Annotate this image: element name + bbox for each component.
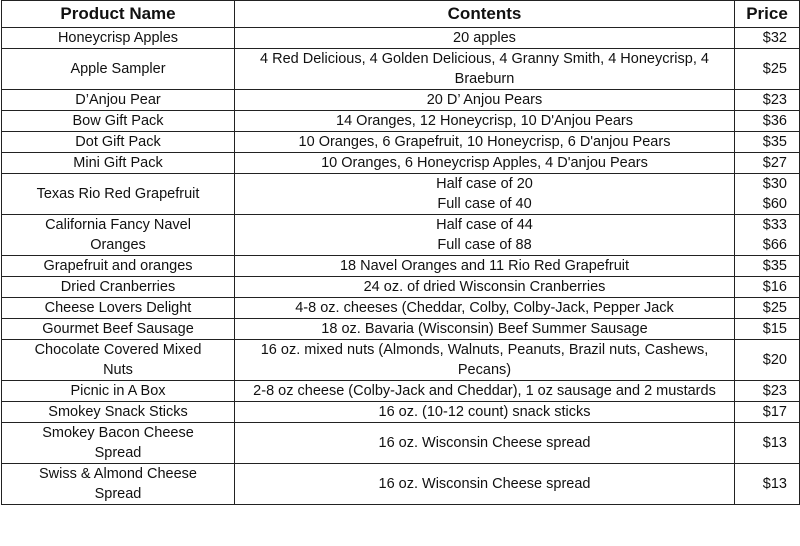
table-row xyxy=(2,28,800,49)
contents-cell xyxy=(235,402,735,423)
price-cell-text: $25 xyxy=(762,300,787,316)
contents-cell-text: 10 Oranges, 6 Honeycrisp Apples, 4 D'anjou Pears xyxy=(321,155,648,171)
table-row xyxy=(2,111,800,132)
table-row xyxy=(2,423,800,464)
table-body xyxy=(2,28,800,505)
price-cell-text: $20 xyxy=(762,352,787,368)
price-cell-text: $13 xyxy=(762,435,787,451)
contents-cell-text: Full case of 40 xyxy=(437,196,532,212)
product-name-cell xyxy=(2,319,235,340)
product-name-cell xyxy=(2,111,235,132)
table-row xyxy=(2,298,800,319)
contents-cell-text: 24 oz. of dried Wisconsin Cranberries xyxy=(363,279,606,295)
price-cell-text: $66 xyxy=(762,237,787,253)
product-name-cell-text: Grapefruit and oranges xyxy=(43,258,193,274)
product-name-cell xyxy=(2,277,235,298)
product-name-cell xyxy=(2,215,235,256)
contents-cell xyxy=(235,111,735,132)
contents-cell-text: 16 oz. Wisconsin Cheese spread xyxy=(378,476,591,492)
contents-cell-text: 18 oz. Bavaria (Wisconsin) Beef Summer Sausage xyxy=(321,321,648,337)
product-table xyxy=(1,0,800,505)
table-row xyxy=(2,215,800,256)
product-name-cell xyxy=(2,298,235,319)
price-cell-text: $17 xyxy=(762,404,787,420)
product-name-cell xyxy=(2,464,235,505)
product-name-cell xyxy=(2,90,235,111)
product-name-cell-text: Dried Cranberries xyxy=(60,279,176,295)
price-cell-text: $32 xyxy=(762,30,787,46)
header-product-name: Product Name xyxy=(2,1,235,28)
contents-cell xyxy=(235,298,735,319)
price-cell-text: $15 xyxy=(762,321,787,337)
product-name-cell-text: D’Anjou Pear xyxy=(75,92,161,108)
product-name-cell-text: Oranges xyxy=(90,237,146,253)
product-name-cell-text: Swiss & Almond Cheese xyxy=(39,466,197,482)
product-name-cell-text: Mini Gift Pack xyxy=(73,155,163,171)
price-cell xyxy=(735,153,800,174)
product-name-cell xyxy=(2,402,235,423)
contents-cell xyxy=(235,319,735,340)
contents-cell-text: 14 Oranges, 12 Honeycrisp, 10 D'Anjou Pears xyxy=(336,113,633,129)
product-name-cell xyxy=(2,381,235,402)
price-cell xyxy=(735,319,800,340)
product-name-cell xyxy=(2,153,235,174)
contents-cell-text: 16 oz. Wisconsin Cheese spread xyxy=(378,435,591,451)
product-name-cell xyxy=(2,28,235,49)
product-name-cell-text: Smokey Bacon Cheese xyxy=(42,425,194,441)
price-cell xyxy=(735,402,800,423)
table-row xyxy=(2,277,800,298)
contents-cell-text: Pecans) xyxy=(457,362,512,378)
price-cell xyxy=(735,49,800,90)
product-name-cell-text: Apple Sampler xyxy=(70,61,166,77)
product-name-cell xyxy=(2,174,235,215)
product-name-cell-text: California Fancy Navel xyxy=(45,217,191,233)
contents-cell xyxy=(235,153,735,174)
price-cell-text: $60 xyxy=(762,196,787,212)
header-contents: Contents xyxy=(235,1,735,28)
price-cell xyxy=(735,423,800,464)
contents-cell-text: 20 apples xyxy=(453,30,516,46)
table-row xyxy=(2,319,800,340)
price-cell-text: $35 xyxy=(762,258,787,274)
contents-cell-text: 10 Oranges, 6 Grapefruit, 10 Honeycrisp, 6 D'anjou Pears xyxy=(298,134,671,150)
contents-cell-text: 4-8 oz. cheeses (Cheddar, Colby, Colby-Jack, Pepper Jack xyxy=(295,300,674,316)
contents-cell-text: 4 Red Delicious, 4 Golden Delicious, 4 Granny Smith, 4 Honeycrisp, 4 xyxy=(260,51,709,67)
contents-cell-text: 16 oz. (10-12 count) snack sticks xyxy=(378,404,591,420)
contents-cell xyxy=(235,90,735,111)
contents-cell xyxy=(235,256,735,277)
price-cell xyxy=(735,381,800,402)
contents-cell-text: Full case of 88 xyxy=(437,237,532,253)
product-name-cell-text: Chocolate Covered Mixed xyxy=(34,342,202,358)
product-name-cell-text: Picnic in A Box xyxy=(70,383,166,399)
product-name-cell-text: Texas Rio Red Grapefruit xyxy=(36,186,200,202)
contents-cell xyxy=(235,28,735,49)
product-name-cell-text: Honeycrisp Apples xyxy=(57,30,179,46)
product-name-cell-text: Smokey Snack Sticks xyxy=(48,404,188,420)
contents-cell-text: Half case of 20 xyxy=(436,176,533,192)
product-name-cell-text: Dot Gift Pack xyxy=(75,134,161,150)
table-row xyxy=(2,132,800,153)
table-row xyxy=(2,381,800,402)
table-row xyxy=(2,464,800,505)
contents-cell-text: 16 oz. mixed nuts (Almonds, Walnuts, Peanuts, Brazil nuts, Cashews, xyxy=(260,342,709,358)
contents-cell-text: Braeburn xyxy=(454,71,515,87)
contents-cell xyxy=(235,277,735,298)
product-name-cell-text: Cheese Lovers Delight xyxy=(44,300,192,316)
contents-cell xyxy=(235,174,735,215)
contents-cell xyxy=(235,340,735,381)
product-name-cell xyxy=(2,256,235,277)
product-name-cell xyxy=(2,423,235,464)
price-cell xyxy=(735,256,800,277)
price-cell-text: $35 xyxy=(762,134,787,150)
price-cell xyxy=(735,111,800,132)
contents-cell xyxy=(235,423,735,464)
price-cell xyxy=(735,277,800,298)
price-cell-text: $25 xyxy=(762,61,787,77)
table-row xyxy=(2,153,800,174)
product-name-cell-text: Gourmet Beef Sausage xyxy=(42,321,194,337)
product-name-cell-text: Bow Gift Pack xyxy=(72,113,164,129)
header-price: Price xyxy=(735,1,800,28)
price-cell-text: $33 xyxy=(762,217,787,233)
contents-cell-text: 20 D’ Anjou Pears xyxy=(426,92,543,108)
table-row xyxy=(2,90,800,111)
price-cell-text: $16 xyxy=(762,279,787,295)
price-cell-text: $36 xyxy=(762,113,787,129)
price-cell-text: $23 xyxy=(762,92,787,108)
contents-cell-text: Half case of 44 xyxy=(436,217,533,233)
contents-cell xyxy=(235,132,735,153)
table-row xyxy=(2,256,800,277)
product-name-cell xyxy=(2,49,235,90)
price-cell xyxy=(735,464,800,505)
price-cell xyxy=(735,340,800,381)
product-name-cell-text: Nuts xyxy=(103,362,133,378)
price-cell xyxy=(735,174,800,215)
price-cell-text: $23 xyxy=(762,383,787,399)
price-cell xyxy=(735,298,800,319)
price-cell xyxy=(735,90,800,111)
price-cell-text: $30 xyxy=(762,176,787,192)
contents-cell xyxy=(235,49,735,90)
price-cell xyxy=(735,215,800,256)
price-cell xyxy=(735,28,800,49)
table-row xyxy=(2,49,800,90)
price-cell xyxy=(735,132,800,153)
header-row xyxy=(2,1,800,28)
contents-cell-text: 2-8 oz cheese (Colby-Jack and Cheddar), 1 oz sausage and 2 mustards xyxy=(253,383,716,399)
price-cell-text: $27 xyxy=(762,155,787,171)
contents-cell-text: 18 Navel Oranges and 11 Rio Red Grapefruit xyxy=(339,258,630,274)
contents-cell xyxy=(235,381,735,402)
contents-cell xyxy=(235,464,735,505)
product-name-cell-text: Spread xyxy=(94,486,142,502)
contents-cell xyxy=(235,215,735,256)
table-row xyxy=(2,340,800,381)
price-cell-text: $13 xyxy=(762,476,787,492)
product-name-cell xyxy=(2,132,235,153)
product-name-cell-text: Spread xyxy=(94,445,142,461)
table-row xyxy=(2,402,800,423)
product-name-cell xyxy=(2,340,235,381)
table-row xyxy=(2,174,800,215)
